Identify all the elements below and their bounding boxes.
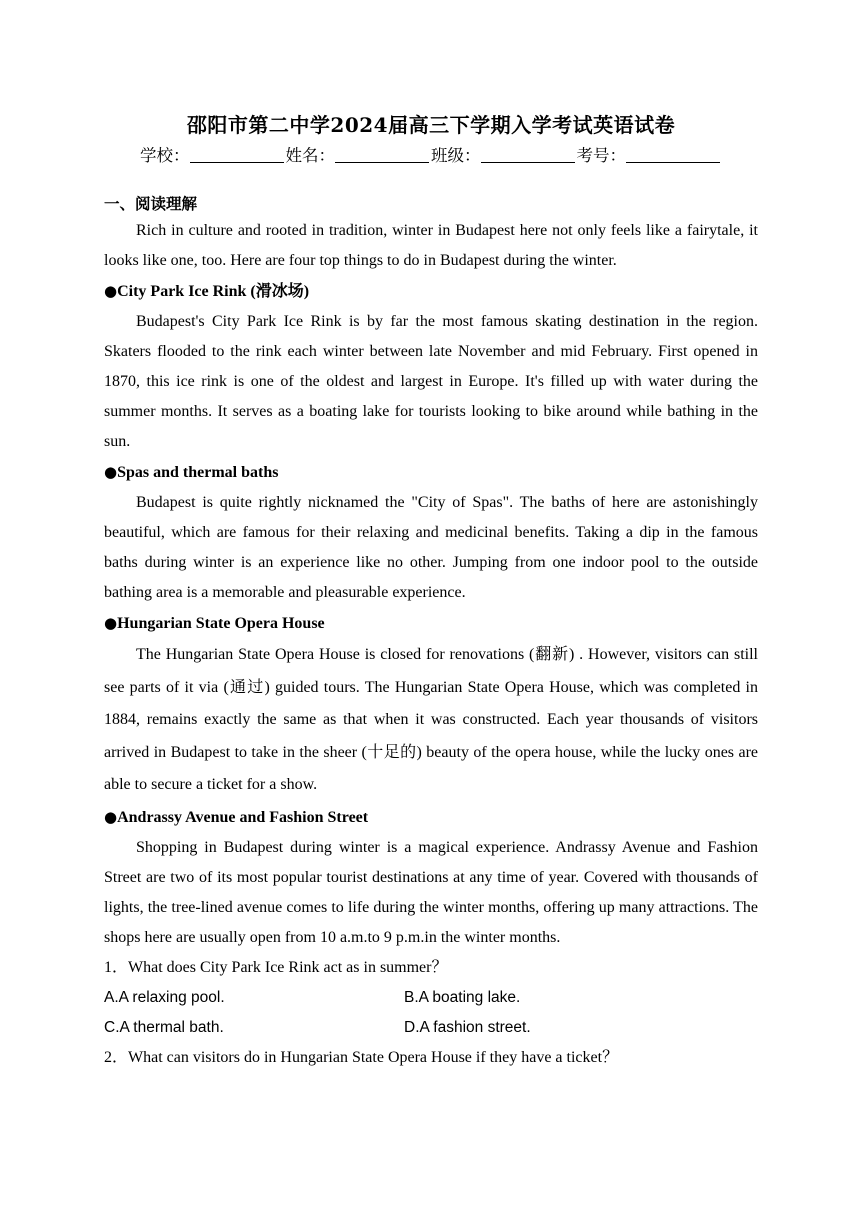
- option-b[interactable]: B.A boating lake.: [404, 988, 521, 1006]
- option-a[interactable]: A.A relaxing pool.: [104, 988, 225, 1006]
- item-paragraph-ice-rink: Budapest's City Park Ice Rink is by far the most famous skating destination in the region. Skaters flooded to the rink each winter between late November and mid February. First opened in 1870, this ice rink is one of the oldest and largest in Europe. It's filled up with water during the summer months. It serves as a boating lake for tourists looking to bike around while bathing in the sun.: [104, 313, 758, 450]
- name-blank[interactable]: [335, 146, 429, 163]
- item-title: City Park Ice Rink (滑冰场): [117, 283, 310, 300]
- question-1-options-row-1: [104, 983, 758, 1013]
- question-1-options-row-2: [104, 1013, 758, 1043]
- item-heading-fashion: [104, 802, 758, 833]
- option-d[interactable]: D.A fashion street.: [404, 1018, 531, 1036]
- item-paragraph-fashion: Shopping in Budapest during winter is a magical experience. Andrassy Avenue and Fashion Street are two of its most popular tourist destinations at any time of year. Covered with thousands of lights, the tree-lined avenue comes to life during the winter months, offering up many attractions. The shops here are usually open from 10 a.m.to 9 p.m.in the winter months.: [104, 838, 758, 946]
- item-paragraph-opera: The Hungarian State Opera House is closed for renovations (翻新) . However, visitors can still see parts of it via (通过) guided tours. The Hungarian State Opera House, which was completed in 1884, remains exactly the same as that when it was constructed. Each year thousands of visitors arrived in Budapest to take in the sheer (十足的) beauty of the opera house, while the lucky ones are able to secure a ticket for a show.: [104, 646, 758, 793]
- item-heading-ice-rink: [104, 276, 758, 307]
- bullet-icon: ●: [104, 463, 118, 481]
- question-2: 2．What can visitors do in Hungarian State Opera House if they have a ticket？: [104, 1048, 619, 1066]
- item-title: Andrassy Avenue and Fashion Street: [117, 808, 369, 826]
- class-blank[interactable]: [481, 146, 575, 163]
- number-blank[interactable]: [626, 146, 720, 163]
- item-heading-spas: [104, 457, 758, 488]
- name-label: 姓名：: [285, 146, 335, 165]
- bullet-icon: ●: [104, 807, 118, 826]
- section-heading: 一、阅读理解: [104, 195, 198, 213]
- class-label: 班级：: [431, 146, 481, 165]
- bullet-icon: ●: [104, 614, 118, 632]
- school-blank[interactable]: [190, 146, 284, 163]
- item-heading-opera: [104, 608, 758, 639]
- intro-paragraph: Rich in culture and rooted in tradition, winter in Budapest here not only feels like a fairytale, it looks like one, too. Here are four top things to do in Budapest during the winter.: [104, 222, 758, 269]
- question-1: 1．What does City Park Ice Rink act as in summer？: [104, 958, 448, 976]
- number-label: 考号：: [576, 146, 626, 165]
- item-paragraph-spas: Budapest is quite rightly nicknamed the "City of Spas". The baths of here are astonishingly beautiful, which are famous for their relaxing and medicinal benefits. Taking a dip in the famous baths during winter is an experience like no other. Jumping from one indoor pool to the outside bathing area is a memorable and pleasurable experience.: [104, 494, 758, 601]
- exam-title: 邵阳市第二中学2024届高三下学期入学考试英语试卷: [186, 113, 676, 137]
- school-label: 学校：: [140, 146, 190, 165]
- item-title: Hungarian State Opera House: [117, 615, 325, 632]
- student-info-line: [104, 142, 758, 170]
- option-c[interactable]: C.A thermal bath.: [104, 1018, 224, 1036]
- bullet-icon: ●: [104, 282, 118, 300]
- exam-page: [104, 110, 758, 1073]
- item-title: Spas and thermal baths: [117, 464, 279, 481]
